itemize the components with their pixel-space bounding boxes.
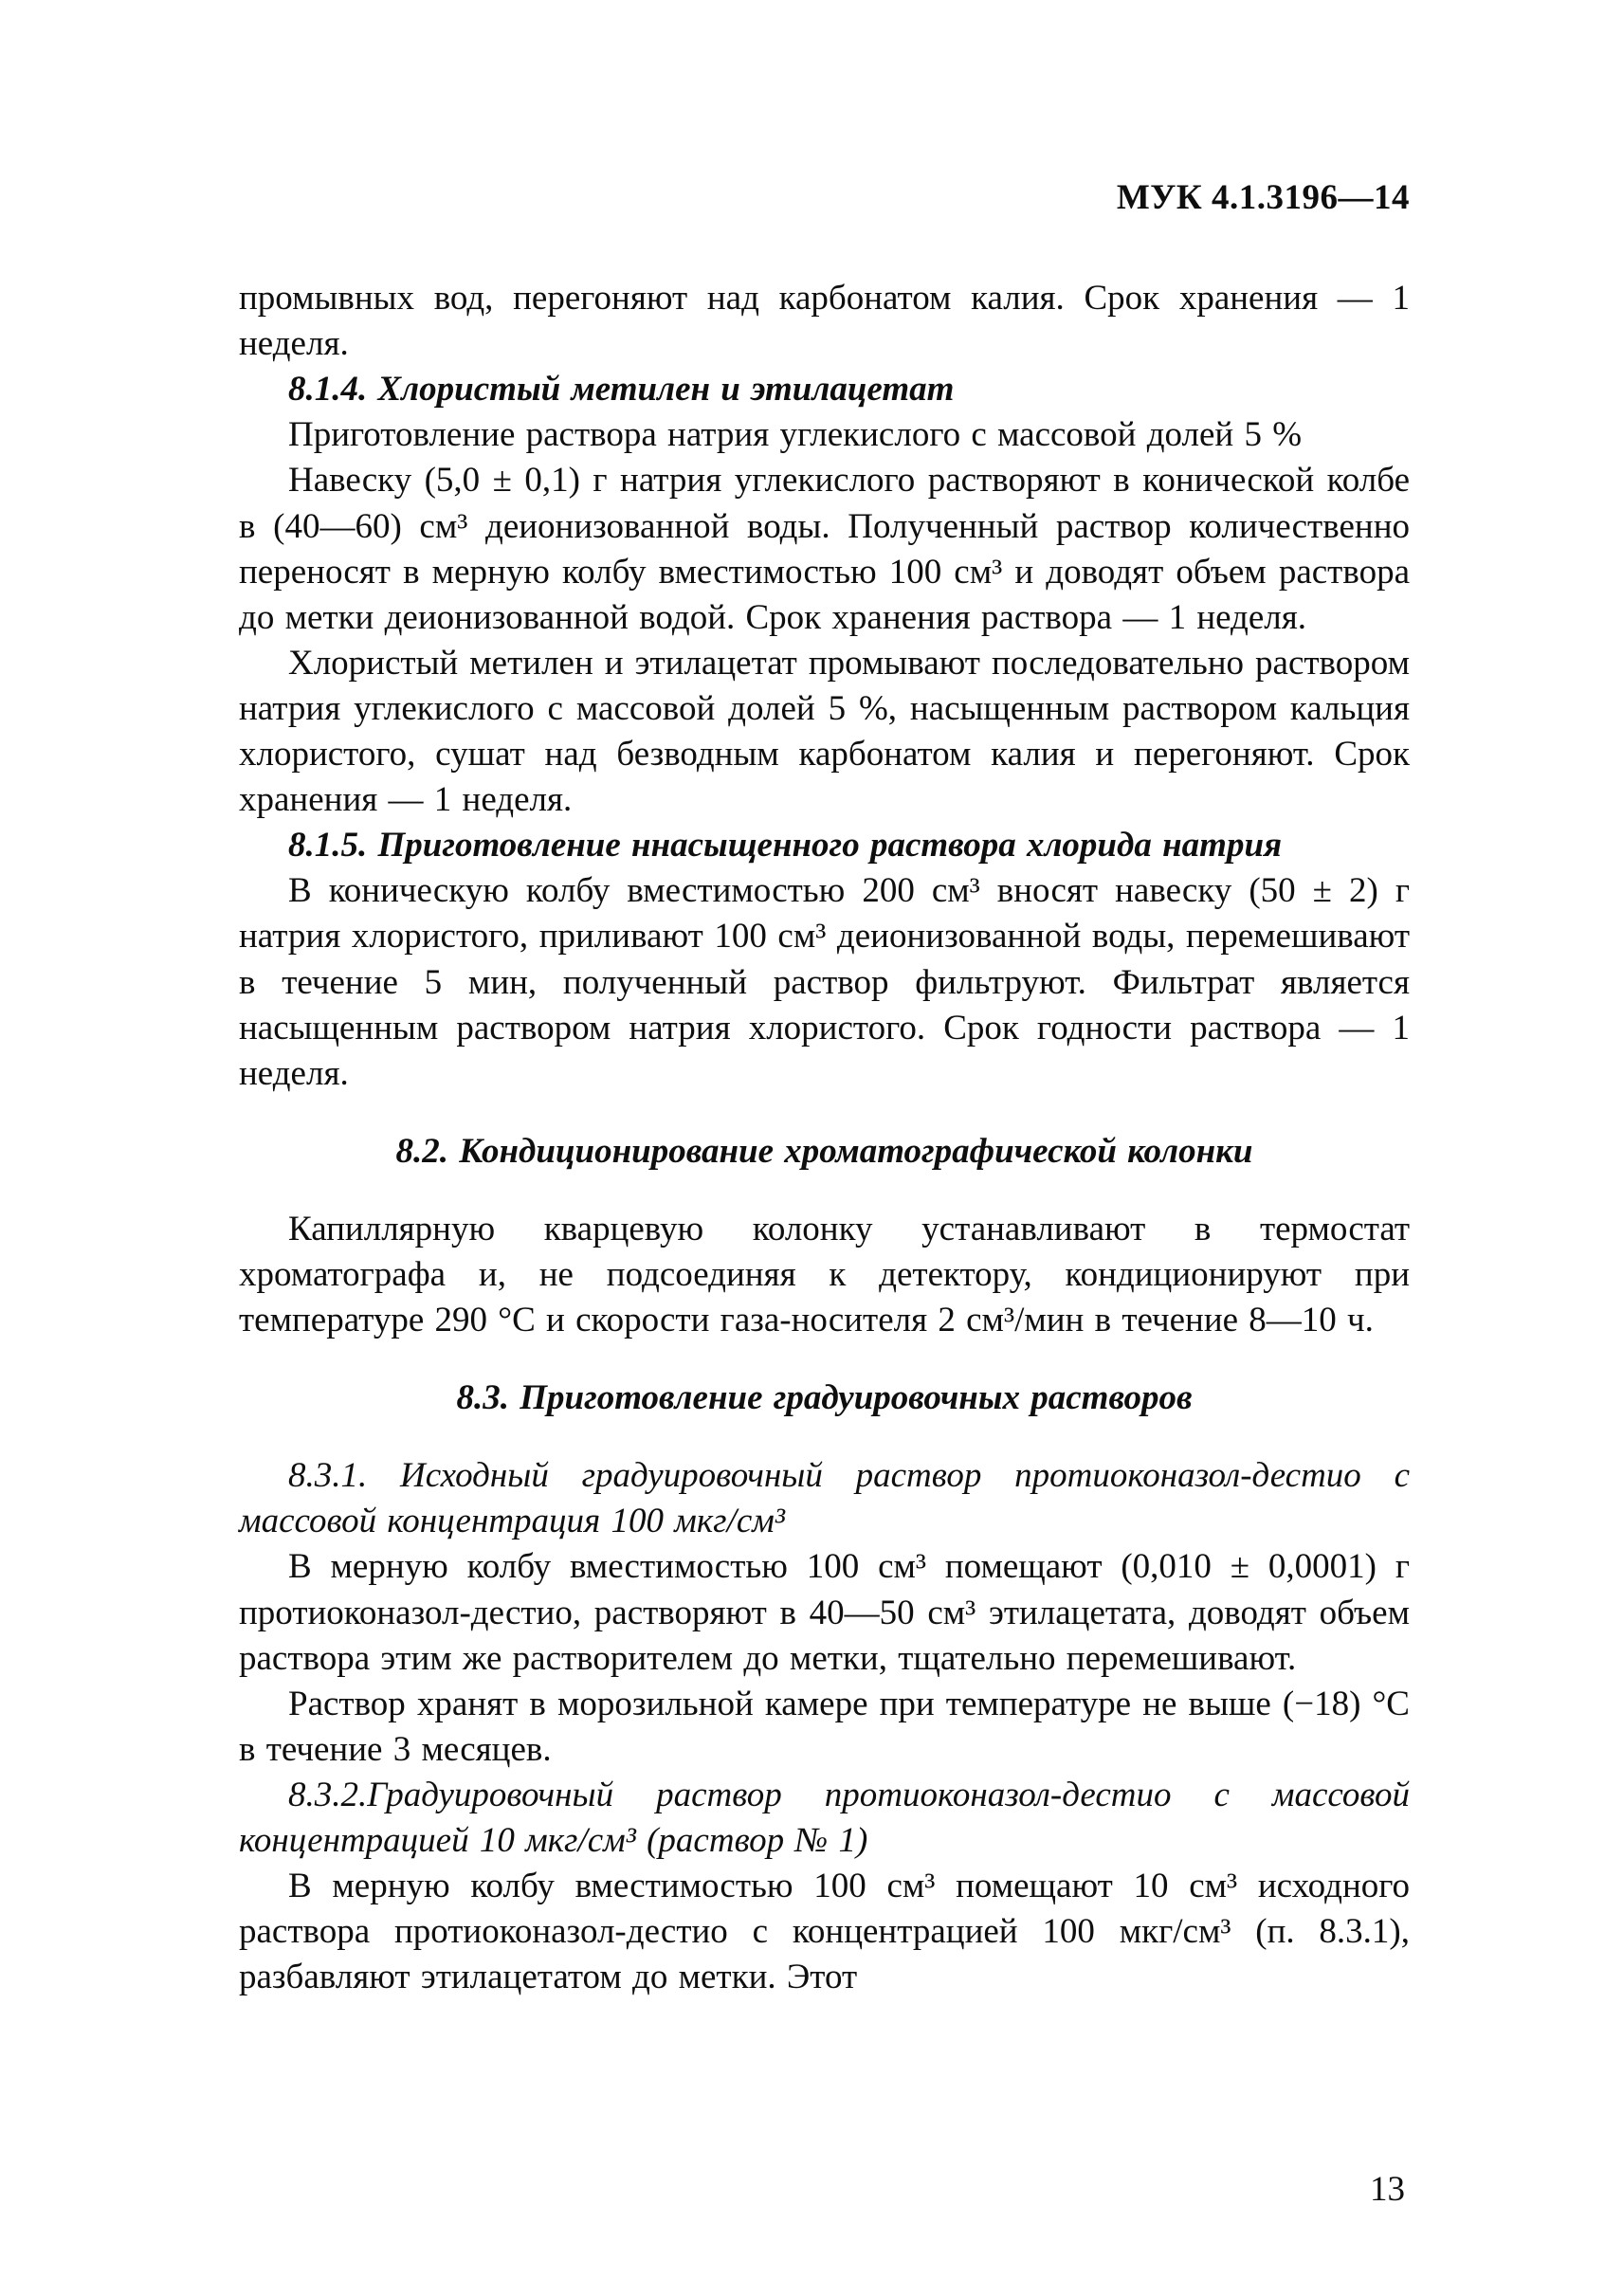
subsection-heading-8-3-2: 8.3.2.Градуировочный раствор протиоконазол-дестио с массовой концентрацией 10 мкг/см³ (раствор № 1)	[239, 1775, 1410, 1860]
paragraph: В мерную колбу вместимостью 100 см³ помещают (0,010 ± 0,0001) г протиоконазол-дестио, растворяют в 40—50 см³ этилацетата, доводят объем раствора этим же растворителем до метки, тщательно перемешивают.	[239, 1547, 1410, 1678]
paragraph-continuation: промывных вод, перегоняют над карбонатом калия. Срок хранения — 1 неделя.	[239, 279, 1410, 364]
paragraph: В мерную колбу вместимостью 100 см³ помещают 10 см³ исходного раствора протиоконазол-дестио с концентрацией 100 мкг/см³ (п. 8.3.1), разбавляют этилацетатом до метки. Этот	[239, 1867, 1410, 1997]
paragraph: Капиллярную кварцевую колонку устанавливают в термостат хроматографа и, не подсоединяя к детектору, кондиционируют при температуре 290 °С и скорости газа-носителя 2 см³/мин в течение 8—10 ч.	[239, 1209, 1410, 1340]
subsection-heading-8-1-4: 8.1.4. Хлористый метилен и этилацетат	[288, 370, 955, 410]
paragraph: Приготовление раствора натрия углекислого с массовой долей 5 %	[288, 415, 1303, 455]
paragraph: В коническую колбу вместимостью 200 см³ вносят навеску (50 ± 2) г натрия хлористого, приливают 100 см³ деионизованной воды, перемешивают в течение 5 мин, полученный раствор фильтруют. Фильтрат является насыщенным раствором натрия хлористого. Срок годности раствора — 1 неделя.	[239, 871, 1410, 1093]
paragraph: Раствор хранят в морозильной камере при температуре не выше (−18) °С в течение 3 месяцев.	[239, 1684, 1410, 1769]
document-body	[239, 276, 1410, 2000]
subsection-heading-8-3-1: 8.3.1. Исходный градуировочный раствор протиоконазол-дестио с массовой концентрация 100 мкг/см³	[239, 1456, 1410, 1541]
paragraph: Хлористый метилен и этилацетат промывают последовательно раствором натрия углекислого с массовой долей 5 %, насыщенным раствором кальция хлористого, сушат над безводным карбонатом калия и перегоняют. Срок хранения — 1 неделя.	[239, 643, 1410, 820]
section-heading-8-2: 8.2. Кондиционирование хроматографической колонки	[395, 1131, 1253, 1171]
paragraph: Навеску (5,0 ± 0,1) г натрия углекислого растворяют в конической колбе в (40—60) см³ деионизованной воды. Полученный раствор количественно переносят в мерную колбу вместимостью 100 см³ и доводят объем раствора до метки деионизованной водой. Срок хранения раствора — 1 неделя.	[239, 461, 1410, 637]
subsection-heading-8-1-5: 8.1.5. Приготовление ннасыщенного раствора хлорида натрия	[288, 826, 1283, 866]
document-code: МУК 4.1.3196—14	[1116, 178, 1410, 217]
section-heading-8-3: 8.3. Приготовление градуировочных растворов	[456, 1378, 1193, 1418]
page-number: 13	[1370, 2169, 1405, 2209]
